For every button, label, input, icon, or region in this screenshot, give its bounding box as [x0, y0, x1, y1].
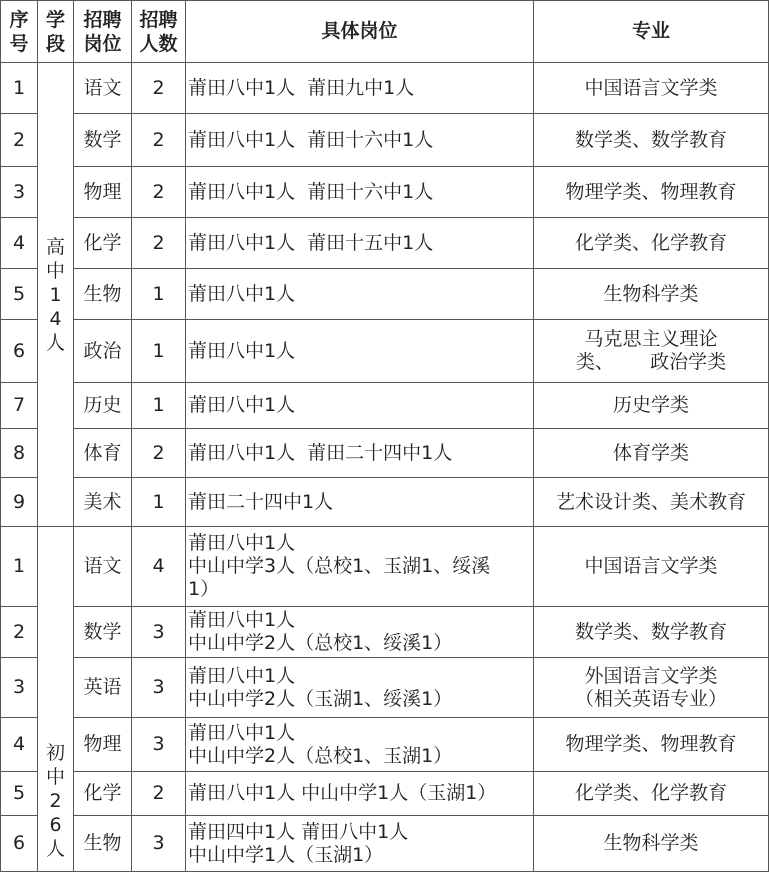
row-subject: 生物 [74, 269, 132, 320]
row-major [534, 527, 769, 607]
row-count: 1 [132, 478, 186, 527]
major-line: 物理学类、物理教育 [565, 733, 737, 755]
major-line: 外国语言文学类 [584, 664, 718, 687]
row-count: 2 [132, 218, 186, 269]
row-count: 3 [132, 816, 186, 872]
major-line: 数学类、数学教育 [574, 128, 727, 151]
position-line: 1） [188, 578, 220, 600]
major-line: 生物科学类 [603, 282, 699, 305]
row-major [534, 167, 769, 218]
row-subject: 体育 [74, 429, 132, 478]
row-subject: 数学 [74, 114, 132, 167]
row-count: 1 [132, 320, 186, 383]
position-line: 莆田八中1人 莆田十六中1人 [188, 180, 434, 203]
position-line: 莆田八中1人 中山中学1人（玉湖1） [188, 782, 497, 804]
table-row [1, 527, 769, 607]
row-positions [186, 429, 534, 478]
row-subject: 化学 [74, 218, 132, 269]
table-row [1, 429, 769, 478]
table-row [1, 320, 769, 383]
row-count: 2 [132, 772, 186, 816]
table-row [1, 607, 769, 658]
row-subject: 历史 [74, 383, 132, 429]
row-positions [186, 816, 534, 872]
major-line: 化学类、化学教育 [574, 782, 727, 804]
table-row [1, 167, 769, 218]
major-line: 体育学类 [612, 441, 689, 464]
row-seq: 1 [1, 527, 38, 607]
row-count: 2 [132, 167, 186, 218]
row-count: 3 [132, 607, 186, 658]
major-line: 物理学类、物理教育 [565, 180, 737, 203]
row-positions [186, 607, 534, 658]
row-seq: 3 [1, 658, 38, 718]
row-seq: 7 [1, 383, 38, 429]
position-line: 中山中学2人（总校1、玉湖1） [188, 744, 453, 767]
row-seq: 2 [1, 607, 38, 658]
position-line: 中山中学1人（玉湖1） [188, 843, 384, 866]
row-major [534, 772, 769, 816]
row-count: 4 [132, 527, 186, 607]
row-count: 2 [132, 63, 186, 114]
row-seq: 2 [1, 114, 38, 167]
row-count: 3 [132, 718, 186, 772]
row-subject: 美术 [74, 478, 132, 527]
table-row [1, 718, 769, 772]
row-positions [186, 527, 534, 607]
stage-high-school: 高中14人 [38, 63, 74, 527]
major-line: 数学类、数学教育 [574, 620, 727, 643]
row-subject: 政治 [74, 320, 132, 383]
row-seq: 4 [1, 718, 38, 772]
table-row [1, 114, 769, 167]
position-line: 中山中学2人（总校1、绥溪1） [188, 632, 453, 654]
row-count: 2 [132, 114, 186, 167]
row-subject: 语文 [74, 527, 132, 607]
major-line: 生物科学类 [603, 832, 699, 854]
row-major [534, 63, 769, 114]
row-subject: 物理 [74, 718, 132, 772]
position-line: 莆田八中1人 [188, 609, 296, 631]
table-row [1, 269, 769, 320]
row-positions [186, 320, 534, 383]
row-positions [186, 114, 534, 167]
position-line: 中山中学3人（总校1、玉湖1、绥溪 [188, 555, 491, 577]
row-major [534, 218, 769, 269]
row-major [534, 383, 769, 429]
row-positions [186, 269, 534, 320]
position-line: 莆田八中1人 莆田十五中1人 [188, 231, 434, 254]
position-line: 莆田八中1人 [188, 394, 296, 416]
position-line: 莆田八中1人 [188, 339, 296, 362]
row-seq: 1 [1, 63, 38, 114]
row-seq: 6 [1, 320, 38, 383]
row-seq: 9 [1, 478, 38, 527]
position-line: 莆田二十四中1人 [188, 490, 334, 513]
major-line: 艺术设计类、美术教育 [555, 490, 746, 513]
row-count: 3 [132, 658, 186, 718]
header-seq: 序号 [1, 1, 38, 63]
row-positions [186, 167, 534, 218]
row-subject: 物理 [74, 167, 132, 218]
major-line: 中国语言文学类 [584, 555, 718, 577]
major-line: 类、 政治学类 [575, 351, 727, 373]
row-subject: 化学 [74, 772, 132, 816]
row-major [534, 816, 769, 872]
row-major [534, 269, 769, 320]
row-major [534, 429, 769, 478]
header-major: 专业 [534, 1, 769, 63]
row-subject: 英语 [74, 658, 132, 718]
major-line: 中国语言文学类 [584, 76, 718, 99]
row-subject: 数学 [74, 607, 132, 658]
row-seq: 8 [1, 429, 38, 478]
position-line: 莆田八中1人 莆田九中1人 [188, 76, 415, 99]
row-seq: 3 [1, 167, 38, 218]
position-line: 莆田八中1人 莆田二十四中1人 [188, 441, 453, 464]
table-row [1, 658, 769, 718]
major-line: 马克思主义理论 [584, 328, 718, 350]
row-subject: 生物 [74, 816, 132, 872]
row-major [534, 114, 769, 167]
major-line: 化学类、化学教育 [574, 231, 727, 254]
position-line: 莆田四中1人 莆田八中1人 [188, 820, 409, 843]
table-row [1, 478, 769, 527]
row-seq: 4 [1, 218, 38, 269]
table-row [1, 816, 769, 872]
stage-junior-high: 初中26人 [38, 527, 74, 872]
major-line: （相关英语专业） [574, 687, 727, 710]
row-seq: 6 [1, 816, 38, 872]
header-count: 招聘人数 [132, 1, 186, 63]
row-positions [186, 658, 534, 718]
row-positions [186, 383, 534, 429]
header-stage: 学段 [38, 1, 74, 63]
row-major [534, 658, 769, 718]
row-major [534, 607, 769, 658]
row-positions [186, 772, 534, 816]
row-seq: 5 [1, 269, 38, 320]
table-row [1, 218, 769, 269]
position-line: 莆田八中1人 [188, 282, 296, 305]
table-row [1, 383, 769, 429]
row-major [534, 320, 769, 383]
row-major [534, 718, 769, 772]
row-positions [186, 218, 534, 269]
position-line: 莆田八中1人 莆田十六中1人 [188, 128, 434, 151]
row-subject: 语文 [74, 63, 132, 114]
header-row [1, 1, 769, 63]
header-subject: 招聘岗位 [74, 1, 132, 63]
table-row [1, 772, 769, 816]
position-line: 莆田八中1人 [188, 532, 296, 554]
position-line: 莆田八中1人 [188, 721, 296, 744]
major-line: 历史学类 [612, 394, 689, 416]
row-count: 1 [132, 383, 186, 429]
position-line: 中山中学2人（玉湖1、绥溪1） [188, 687, 453, 710]
row-positions [186, 718, 534, 772]
table-row [1, 63, 769, 114]
row-positions [186, 478, 534, 527]
row-count: 1 [132, 269, 186, 320]
row-positions [186, 63, 534, 114]
row-seq: 5 [1, 772, 38, 816]
row-count: 2 [132, 429, 186, 478]
header-positions: 具体岗位 [186, 1, 534, 63]
row-major [534, 478, 769, 527]
position-line: 莆田八中1人 [188, 664, 296, 687]
